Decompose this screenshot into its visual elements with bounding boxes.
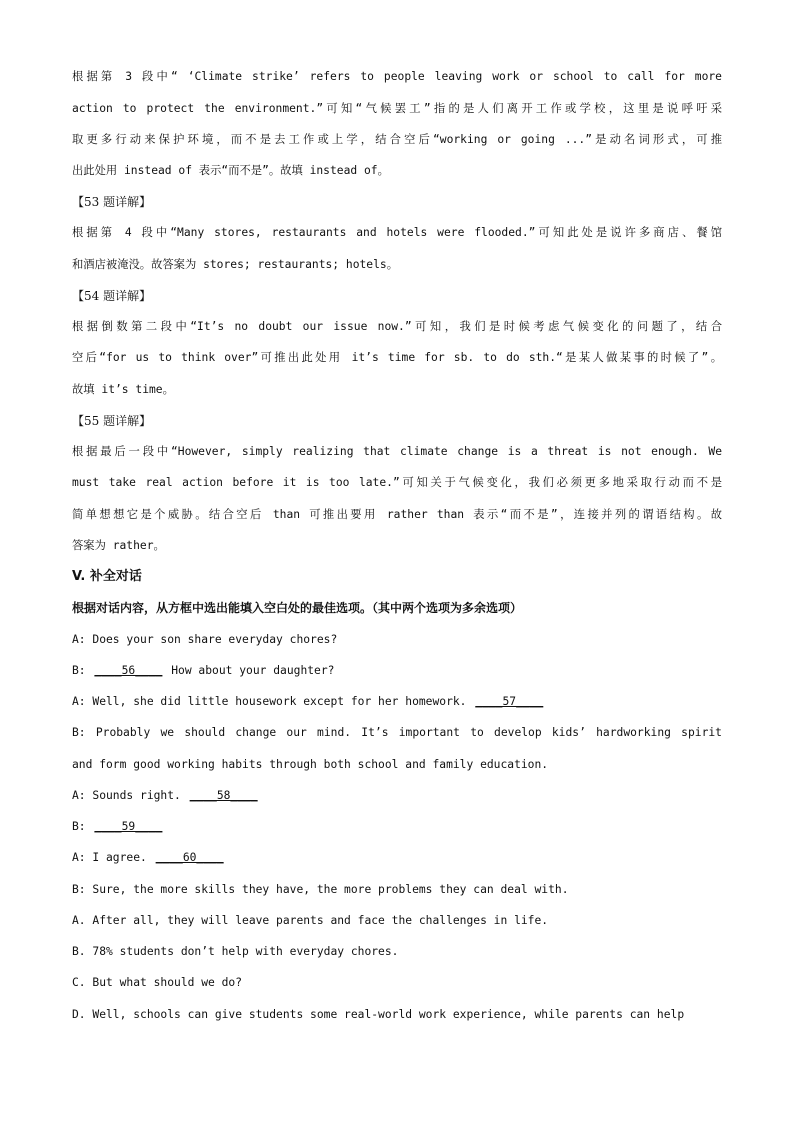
option-a: A. After all, they will leave parents and face the challenges in life. bbox=[72, 914, 549, 927]
analysis-54-line-1: 根据倒数第二段中“It’s no doubt our issue now.”可知，我们是时候考虑气候变化的问题了，结合 bbox=[72, 320, 722, 333]
blank-59: ____59____ bbox=[94, 820, 163, 833]
analysis-53-line-1: 根据第 4 段中“Many stores, restaurants and hotels were flooded.”可知此处是说许多商店、餐馆 bbox=[72, 226, 722, 239]
dialogue-line-4: B: Probably we should change our mind. It’s important to develop kids’ hardworking spirit bbox=[72, 726, 722, 739]
dialogue-line-9: B: Sure, the more skills they have, the more problems they can deal with. bbox=[72, 883, 569, 896]
analysis-52-line-2: action to protect the environment.”可知“气候罢工”指的是人们离开工作或学校，这里是说呼吁采 bbox=[72, 102, 722, 115]
analysis-55-line-2: must take real action before it is too late.”可知关于气候变化，我们必须更多地采取行动而不是 bbox=[72, 476, 722, 489]
section-title: V. 补全对话 bbox=[72, 569, 142, 584]
blank-58: ____58____ bbox=[189, 789, 258, 802]
analysis-55-line-1: 根据最后一段中“However, simply realizing that climate change is a threat is not enough. We bbox=[72, 445, 722, 458]
analysis-53-line-2: 和酒店被淹没。故答案为 stores; restaurants; hotels。 bbox=[72, 258, 399, 271]
heading-55: 【55 题详解】 bbox=[72, 414, 152, 428]
dialogue-line-8: A: I agree. ____60____ bbox=[72, 851, 224, 864]
option-b: B. 78% students don’t help with everyday chores. bbox=[72, 945, 399, 958]
analysis-55-line-3: 简单想想它是个威胁。结合空后 than 可推出要用 rather than 表示“而不是”，连接并列的谓语结构。故 bbox=[72, 508, 722, 521]
dialogue-line-1: A: Does your son share everyday chores? bbox=[72, 633, 338, 646]
blank-60: ____60____ bbox=[155, 851, 224, 864]
dialogue-line-5: and form good working habits through both school and family education. bbox=[72, 758, 549, 771]
analysis-54-line-2: 空后“for us to think over”可推出此处用 it’s time for sb. to do sth.“是某人做某事的时候了”。 bbox=[72, 351, 722, 364]
section-instruction: 根据对话内容，从方框中选出能填入空白处的最佳选项。（其中两个选项为多余选项） bbox=[72, 601, 523, 615]
analysis-52-line-4: 出此处用 instead of 表示“而不是”。故填 instead of。 bbox=[72, 164, 389, 177]
option-c: C. But what should we do? bbox=[72, 976, 243, 989]
analysis-54-line-3: 故填 it’s time。 bbox=[72, 383, 174, 396]
heading-54: 【54 题详解】 bbox=[72, 289, 152, 303]
dialogue-line-2: B: ____56____ How about your daughter? bbox=[72, 664, 335, 677]
heading-53: 【53 题详解】 bbox=[72, 195, 152, 209]
analysis-52-line-3: 取更多行动来保护环境，而不是去工作或上学，结合空后“working or going ...”是动名词形式，可推 bbox=[72, 133, 722, 146]
blank-56: ____56____ bbox=[94, 664, 163, 677]
dialogue-line-3: A: Well, she did little housework except for her homework. ____57____ bbox=[72, 695, 544, 708]
dialogue-line-7: B: ____59____ bbox=[72, 820, 163, 833]
analysis-52-line-1: 根据第 3 段中“ ‘Climate strike’ refers to people leaving work or school to call for more bbox=[72, 70, 722, 83]
analysis-55-line-4: 答案为 rather。 bbox=[72, 539, 165, 552]
option-d: D. Well, schools can give students some real-world work experience, while parents can help bbox=[72, 1008, 685, 1021]
blank-57: ____57____ bbox=[475, 695, 544, 708]
dialogue-line-6: A: Sounds right. ____58____ bbox=[72, 789, 258, 802]
